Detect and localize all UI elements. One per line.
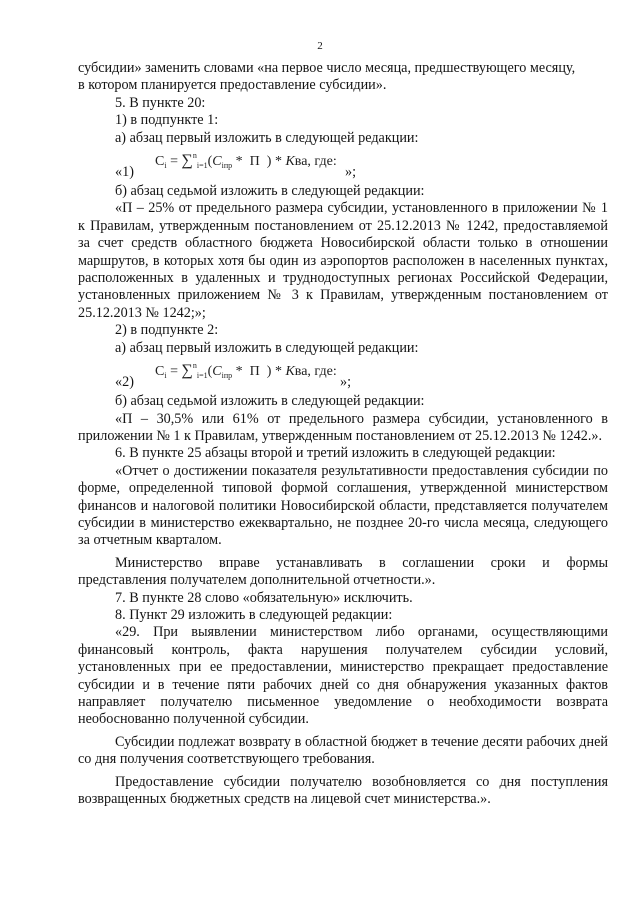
formula-tail: ва, где: xyxy=(294,364,337,380)
paragraph: 6. В пункте 25 абзацы второй и третий изложить в следующей редакции: xyxy=(115,445,556,462)
formula-close-quote: »; xyxy=(345,164,357,181)
formula-lhs-index: i xyxy=(164,161,167,171)
paragraph: а) абзац первый изложить в следующей редакции: xyxy=(115,339,419,356)
document-body xyxy=(78,60,608,808)
paragraph: Министерство вправе устанавливать в соглашении сроки и формы представления получателем дополнительной отчетности.». xyxy=(78,554,608,589)
paragraph: «П – 25% от предельного размера субсидии, установленного в приложении № 1 к Правилам, утвержденным постановлением от 25.12.2013 № 1242, предоставляемой за счет средств областного бюджета Новосибирской области только в отношении маршрутов, в которых хотя бы один из аэропортов расположен в населенных пунктах, расположенных в удаленных и труднодоступных регионах Российской Федерации, установленных приложением № 3 к Правилам, утвержденным постановлением от 25.12.2013 № 1242;»; xyxy=(78,200,608,321)
paragraph: «П – 30,5% или 61% от предельного размера субсидии, установленного в приложении № 1 к Правилам, утвержденным постановлением от 25.12.2013 № 1242.». xyxy=(78,410,608,444)
sum-lower-limit: i=1 xyxy=(196,161,208,171)
formula-2 xyxy=(78,357,608,393)
sum-upper-limit: n xyxy=(192,151,197,161)
sum-sign: ∑ xyxy=(181,152,193,170)
sum-lower-limit: i=1 xyxy=(196,371,208,381)
paragraph: Субсидии подлежат возврату в областной бюджет в течение десяти рабочих дней со дня получения соответствующего требования. xyxy=(78,733,608,768)
formula-open-quote: «2) xyxy=(115,374,134,391)
paragraph: а) абзац первый изложить в следующей редакции: xyxy=(115,129,419,146)
formula-lhs: C xyxy=(155,154,165,170)
formula-p: П xyxy=(249,364,260,380)
paragraph: 5. В пункте 20: xyxy=(115,94,206,111)
paragraph: б) абзац седьмой изложить в следующей редакции: xyxy=(115,393,425,410)
formula-k: K xyxy=(285,364,295,380)
paragraph: 7. В пункте 28 слово «обязательную» исключить. xyxy=(115,589,413,606)
formula-k: K xyxy=(285,154,295,170)
formula-1 xyxy=(78,147,608,183)
formula-c-index: iпр xyxy=(221,371,233,381)
paragraph: субсидии» заменить словами «на первое число месяца, предшествующего месяцу, xyxy=(78,60,576,76)
formula-close-quote: »; xyxy=(340,374,352,391)
formula-tail: ва, где: xyxy=(294,154,337,170)
sum-sign: ∑ xyxy=(181,362,193,380)
paragraph: 2) в подпункте 2: xyxy=(115,322,219,339)
paragraph: 1) в подпункте 1: xyxy=(115,112,219,129)
formula-lhs-index: i xyxy=(164,371,167,381)
paragraph: Предоставление субсидии получателю возобновляется со дня поступления возвращенных бюджетных средств на лицевой счет министерства.». xyxy=(78,773,608,808)
paragraph: «Отчет о достижении показателя результативности предоставления субсидии по форме, определенной типовой формой соглашения, утвержденной министерством финансов и налоговой политики Новосибирской области, представляется получателем субсидии в министерство ежеквартально, не позднее 20-го числа месяца, следующего за отчетным кварталом. xyxy=(78,462,608,549)
formula-lhs: C xyxy=(155,364,165,380)
paragraph: 8. Пункт 29 изложить в следующей редакции: xyxy=(115,606,393,623)
paragraph: «29. При выявлении министерством либо органами, осуществляющими финансовый контроль, факта нарушения получателем субсидии условий, установленных при ее предоставлении, министерство прекращает предоставление субсидии и в течение пяти рабочих дней со дня обнаружения указанных фактов направляет получателю письменное уведомление о необходимости возврата необоснованно полученной субсидии. xyxy=(78,624,608,728)
formula-c: C xyxy=(212,154,222,170)
formula-expression: $C_i = \sum^n_{i=1}(C_{iпр} * П$ ) * Kва, где: xyxy=(155,151,337,171)
page-number: 2 xyxy=(317,40,323,52)
sum-upper-limit: n xyxy=(192,361,197,371)
formula-c: C xyxy=(212,364,222,380)
formula-open-quote: «1) xyxy=(115,164,134,181)
formula-p: П xyxy=(249,154,260,170)
paragraph: в котором планируется предоставление субсидии». xyxy=(78,77,387,94)
formula-c-index: iпр xyxy=(221,161,233,171)
paragraph: б) абзац седьмой изложить в следующей редакции: xyxy=(115,183,425,200)
formula-expression: $C_i = \sum^n_{i=1}(C_{iпр} * П$ ) * Kва, где: xyxy=(155,361,337,381)
